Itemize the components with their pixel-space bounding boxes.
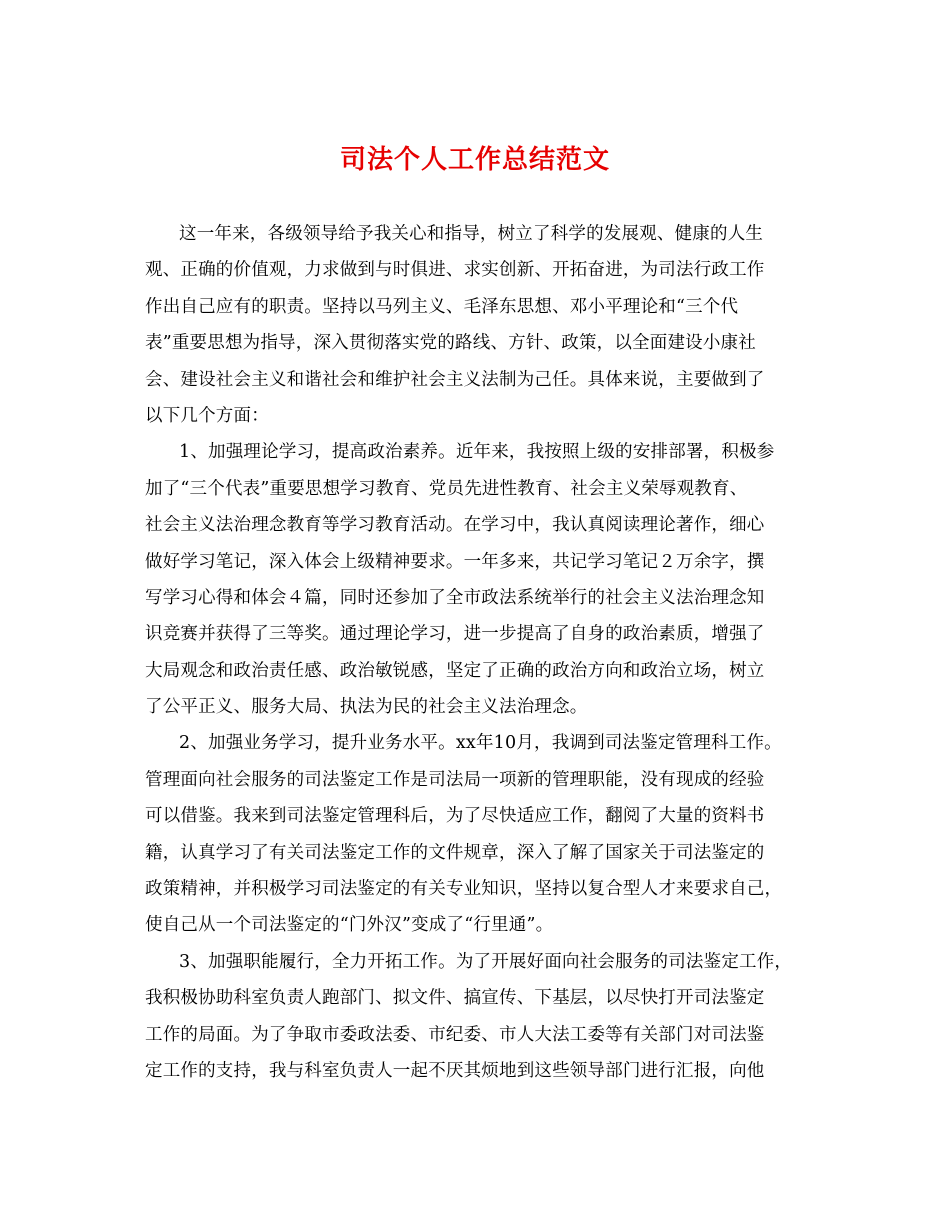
text-line: 观、正确的价值观，力求做到与时俱进、求实创新、开拓奋进，为司法行政工作 bbox=[145, 260, 765, 281]
text-line: 识竞赛并获得了三等奖。通过理论学习，进一步提高了自身的政治素质，增强了 bbox=[145, 624, 765, 645]
document-body bbox=[145, 216, 813, 1089]
text-line: 做好学习笔记，深入体会上级精神要求。一年多来，共记学习笔记２万余字，撰 bbox=[145, 551, 765, 572]
text-line: 表”重要思想为指导，深入贯彻落实党的路线、方针、政策，以全面建设小康社 bbox=[145, 333, 756, 354]
text-line: 写学习心得和体会４篇，同时还参加了全市政法系统举行的社会主义法治理念知 bbox=[145, 587, 765, 608]
text-line: 政策精神，并积极学习司法鉴定的有关专业知识，坚持以复合型人才来要求自己， bbox=[145, 879, 783, 900]
text-line: 作出自己应有的职责。坚持以马列主义、毛泽东思想、邓小平理论和“三个代 bbox=[145, 296, 739, 317]
text-line: 了公平正义、服务大局、执法为民的社会主义法治理念。 bbox=[145, 697, 588, 718]
text-line: 使自己从一个司法鉴定的“门外汉”变成了“行里通”。 bbox=[145, 915, 554, 936]
document-title: 司法个人工作总结范文 bbox=[339, 145, 610, 175]
text-line: 工作的局面。为了争取市委政法委、市纪委、市人大法工委等有关部门对司法鉴 bbox=[145, 1024, 765, 1045]
text-line: 这一年来，各级领导给予我关心和指导，树立了科学的发展观、健康的人生 bbox=[179, 224, 764, 244]
text-line: 3、加强职能履行，全力开拓工作。为了开展好面向社会服务的司法鉴定工作， bbox=[179, 951, 793, 972]
text-line: 我积极协助科室负责人跑部门、拟文件、搞宣传、下基层，以尽快打开司法鉴定 bbox=[145, 988, 765, 1009]
text-line: 大局观念和政治责任感、政治敏锐感，坚定了正确的政治方向和政治立场，树立 bbox=[145, 660, 765, 681]
text-line: 管理面向社会服务的司法鉴定工作是司法局一项新的管理职能，没有现成的经验 bbox=[145, 769, 765, 790]
text-line: 1、加强理论学习，提高政治素养。近年来，我按照上级的安排部署，积极参 bbox=[179, 442, 775, 463]
text-line: 社会主义法治理念教育等学习教育活动。在学习中，我认真阅读理论著作，细心 bbox=[145, 515, 765, 536]
text-line: 以下几个方面： bbox=[145, 405, 269, 426]
text-line: 加了“三个代表”重要思想学习教育、党员先进性教育、社会主义荣辱观教育、 bbox=[145, 478, 748, 499]
text-line: 定工作的支持，我与科室负责人一起不厌其烦地到这些领导部门进行汇报，向他 bbox=[145, 1060, 765, 1081]
text-line: 会、建设社会主义和谐社会和维护社会主义法制为己任。具体来说，主要做到了 bbox=[145, 369, 765, 390]
text-line: 2、加强业务学习，提升业务水平。xx年10月，我调到司法鉴定管理科工作。 bbox=[179, 733, 782, 754]
text-line: 可以借鉴。我来到司法鉴定管理科后，为了尽快适应工作，翻阅了大量的资料书 bbox=[145, 806, 765, 827]
text-line: 籍，认真学习了有关司法鉴定工作的文件规章，深入了解了国家关于司法鉴定的 bbox=[145, 842, 765, 863]
